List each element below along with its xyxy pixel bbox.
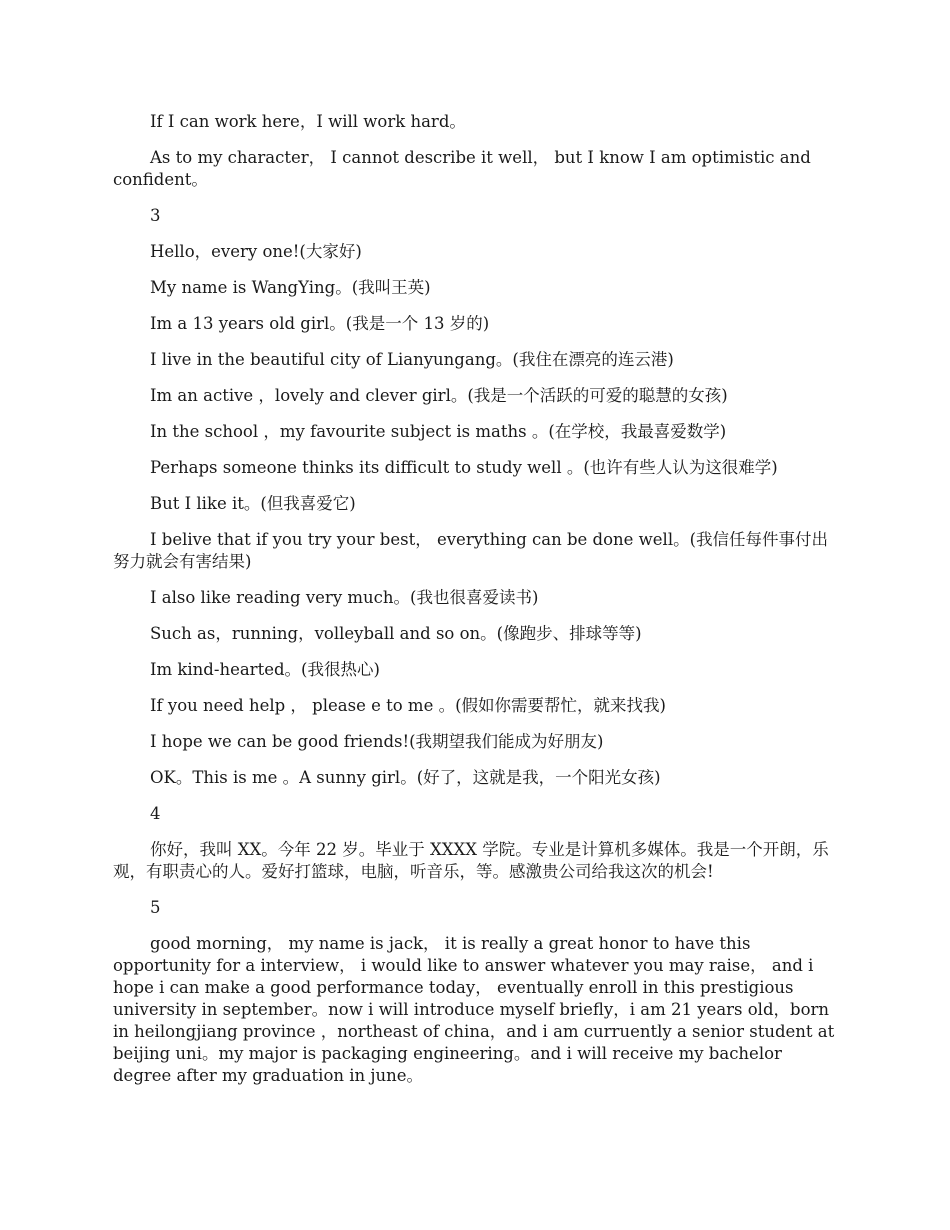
paragraph: I belive that if you try your best， everything can be done well。(我信任每件事付出努力就会有害结果) — [113, 530, 829, 571]
paragraph: Such as，running，volleyball and so on。(像跑步、排球等等) — [150, 624, 642, 643]
paragraph: I hope we can be good friends!(我期望我们能成为好朋友) — [150, 732, 604, 751]
paragraph: My name is WangYing。(我叫王英) — [150, 278, 431, 297]
paragraph: I live in the beautiful city of Lianyungang。(我住在漂亮的连云港) — [150, 350, 674, 369]
paragraph: Hello，every one!(大家好) — [150, 242, 362, 261]
paragraph: Im kind-hearted。(我很热心) — [150, 660, 380, 679]
section-number: 3 — [150, 206, 161, 225]
paragraph: As to my character， I cannot describe it well， but I know I am optimistic and confident。 — [113, 148, 811, 189]
paragraph: Perhaps someone thinks its difficult to study well 。(也许有些人认为这很难学) — [150, 458, 778, 477]
paragraph: In the school ，my favourite subject is maths 。(在学校，我最喜爱数学) — [150, 422, 727, 441]
document-page — [113, 111, 835, 1101]
paragraph: I also like reading very much。(我也很喜爱读书) — [150, 588, 539, 607]
paragraph: But I like it。(但我喜爱它) — [150, 494, 356, 513]
section-number: 4 — [150, 804, 161, 823]
paragraph: If you need help ， please e to me 。(假如你需要帮忙，就来找我) — [150, 696, 666, 715]
paragraph: OK。This is me 。A sunny girl。(好了，这就是我，一个阳光女孩) — [150, 768, 661, 787]
paragraph: good morning， my name is jack， it is really a great honor to have this opportunity for a interview， i would like to answer whatever you may raise， and i hope i can make a good performance today， eventually enroll in this prestigious university in september。now i will introduce myself briefly，i am 21 years old，born in heilongjiang province ，northeast of china，and i am curruently a senior student at beijing uni。my major is packaging engineering。and i will receive my bachelor degree after my graduation in june。 — [113, 934, 835, 1085]
paragraph: Im an active ，lovely and clever girl。(我是一个活跃的可爱的聪慧的女孩) — [150, 386, 728, 405]
paragraph: Im a 13 years old girl。(我是一个 13 岁的) — [150, 314, 490, 333]
paragraph: 你好，我叫 XX。今年 22 岁。毕业于 XXXX 学院。专业是计算机多媒体。我是一个开朗，乐观，有职责心的人。爱好打篮球，电脑，听音乐，等。感激贵公司给我这次的机会! — [113, 840, 829, 881]
section-number: 5 — [150, 898, 161, 917]
paragraph: If I can work here，I will work hard。 — [150, 112, 466, 131]
